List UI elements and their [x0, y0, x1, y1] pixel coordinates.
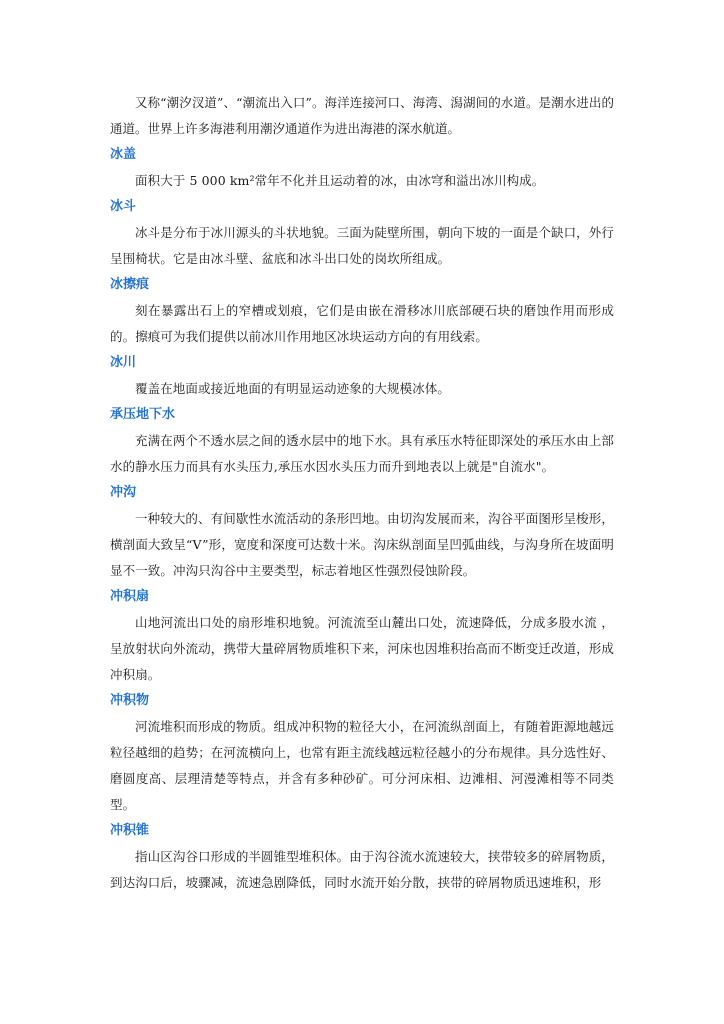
entry-alluvium: [110, 688, 614, 818]
entry-definition: 冰斗是分布于冰川源头的斗状地貌。三面为陡壁所围，朝向下坡的一面是个缺口，外行呈围椅状。它是由冰斗壁、盆底和冰斗出口处的岗坎所组成。: [110, 225, 614, 266]
entry-glacial-striation: [110, 272, 614, 350]
intro-paragraph: 又称“潮汐汊道”、“潮流出入口”。海洋连接河口、海湾、潟湖间的水道。是潮水进出的通道。世界上许多海港利用潮汐通道作为进出海港的深水航道。: [110, 95, 614, 136]
entry-term: 冲积扇: [110, 589, 150, 604]
entry-term: 冰川: [110, 355, 137, 370]
entry-ice-cap: [110, 142, 614, 194]
entry-term: 冲积锥: [110, 823, 150, 838]
entry-term: 冰擦痕: [110, 277, 150, 292]
entry-definition: 一种较大的、有间歇性水流活动的条形凹地。由切沟发展而来，沟谷平面图形呈梭形，横剖面大致呈“V”形，宽度和深度可达数十米。沟床纵剖面呈凹弧曲线，与沟身所在坡面明显不一致。冲沟只沟谷中主要类型，标志着地区性强烈侵蚀阶段。: [110, 511, 614, 578]
entry-confined-groundwater: [110, 402, 614, 480]
entry-cirque: [110, 194, 614, 272]
entry-term: 承压地下水: [110, 407, 176, 422]
entry-gully: [110, 480, 614, 584]
entry-term: 冲沟: [110, 485, 137, 500]
entry-term: 冲积物: [110, 693, 150, 708]
entry-term: 冰斗: [110, 199, 137, 214]
document-page: [110, 90, 614, 896]
entry-definition: 指山区沟谷口形成的半圆锥型堆积体。由于沟谷流水流速较大，挟带较多的碎屑物质，到达沟口后，坡骤减，流速急剧降低，同时水流开始分散，挟带的碎屑物质迅速堆积，形: [110, 849, 614, 890]
entry-definition: 山地河流出口处的扇形堆积地貌。河流流至山麓出口处，流速降低，分成多股水流 ，呈放射状向外流动，携带大量碎屑物质堆积下来，河床也因堆积抬高而不断变迁改道，形成冲积扇。: [110, 615, 615, 682]
entry-definition: 刻在暴露出石上的窄槽或划痕，它们是由嵌在滑移冰川底部硬石块的磨蚀作用而形成的。擦痕可为我们提供以前冰川作用地区冰块运动方向的有用线索。: [110, 303, 614, 344]
entry-definition: 覆盖在地面或接近地面的有明显运动迹象的大规模冰体。: [135, 381, 451, 396]
entry-definition: 充满在两个不透水层之间的透水层中的地下水。具有承压水特征即深处的承压水由上部水的静水压力而具有水头压力,承压水因水头压力而升到地表以上就是"自流水"。: [110, 433, 614, 474]
entry-term: 冰盖: [110, 147, 137, 162]
entry-glacier: [110, 350, 614, 402]
entry-definition: 面积大于 5 000 km²常年不化并且运动着的冰，由冰穹和溢出冰川构成。: [135, 173, 545, 188]
entry-alluvial-cone: [110, 818, 614, 896]
entry-definition: 河流堆积而形成的物质。组成冲积物的粒径大小，在河流纵剖面上，有随着距源地越远粒径越细的趋势；在河流横向上，也常有距主流线越远粒径越小的分布规律。具分选性好、磨圆度高、层理清楚等特点，并含有多种砂矿。可分河床相、边滩相、河漫滩相等不同类型。: [110, 719, 615, 812]
entry-alluvial-fan: [110, 584, 614, 688]
